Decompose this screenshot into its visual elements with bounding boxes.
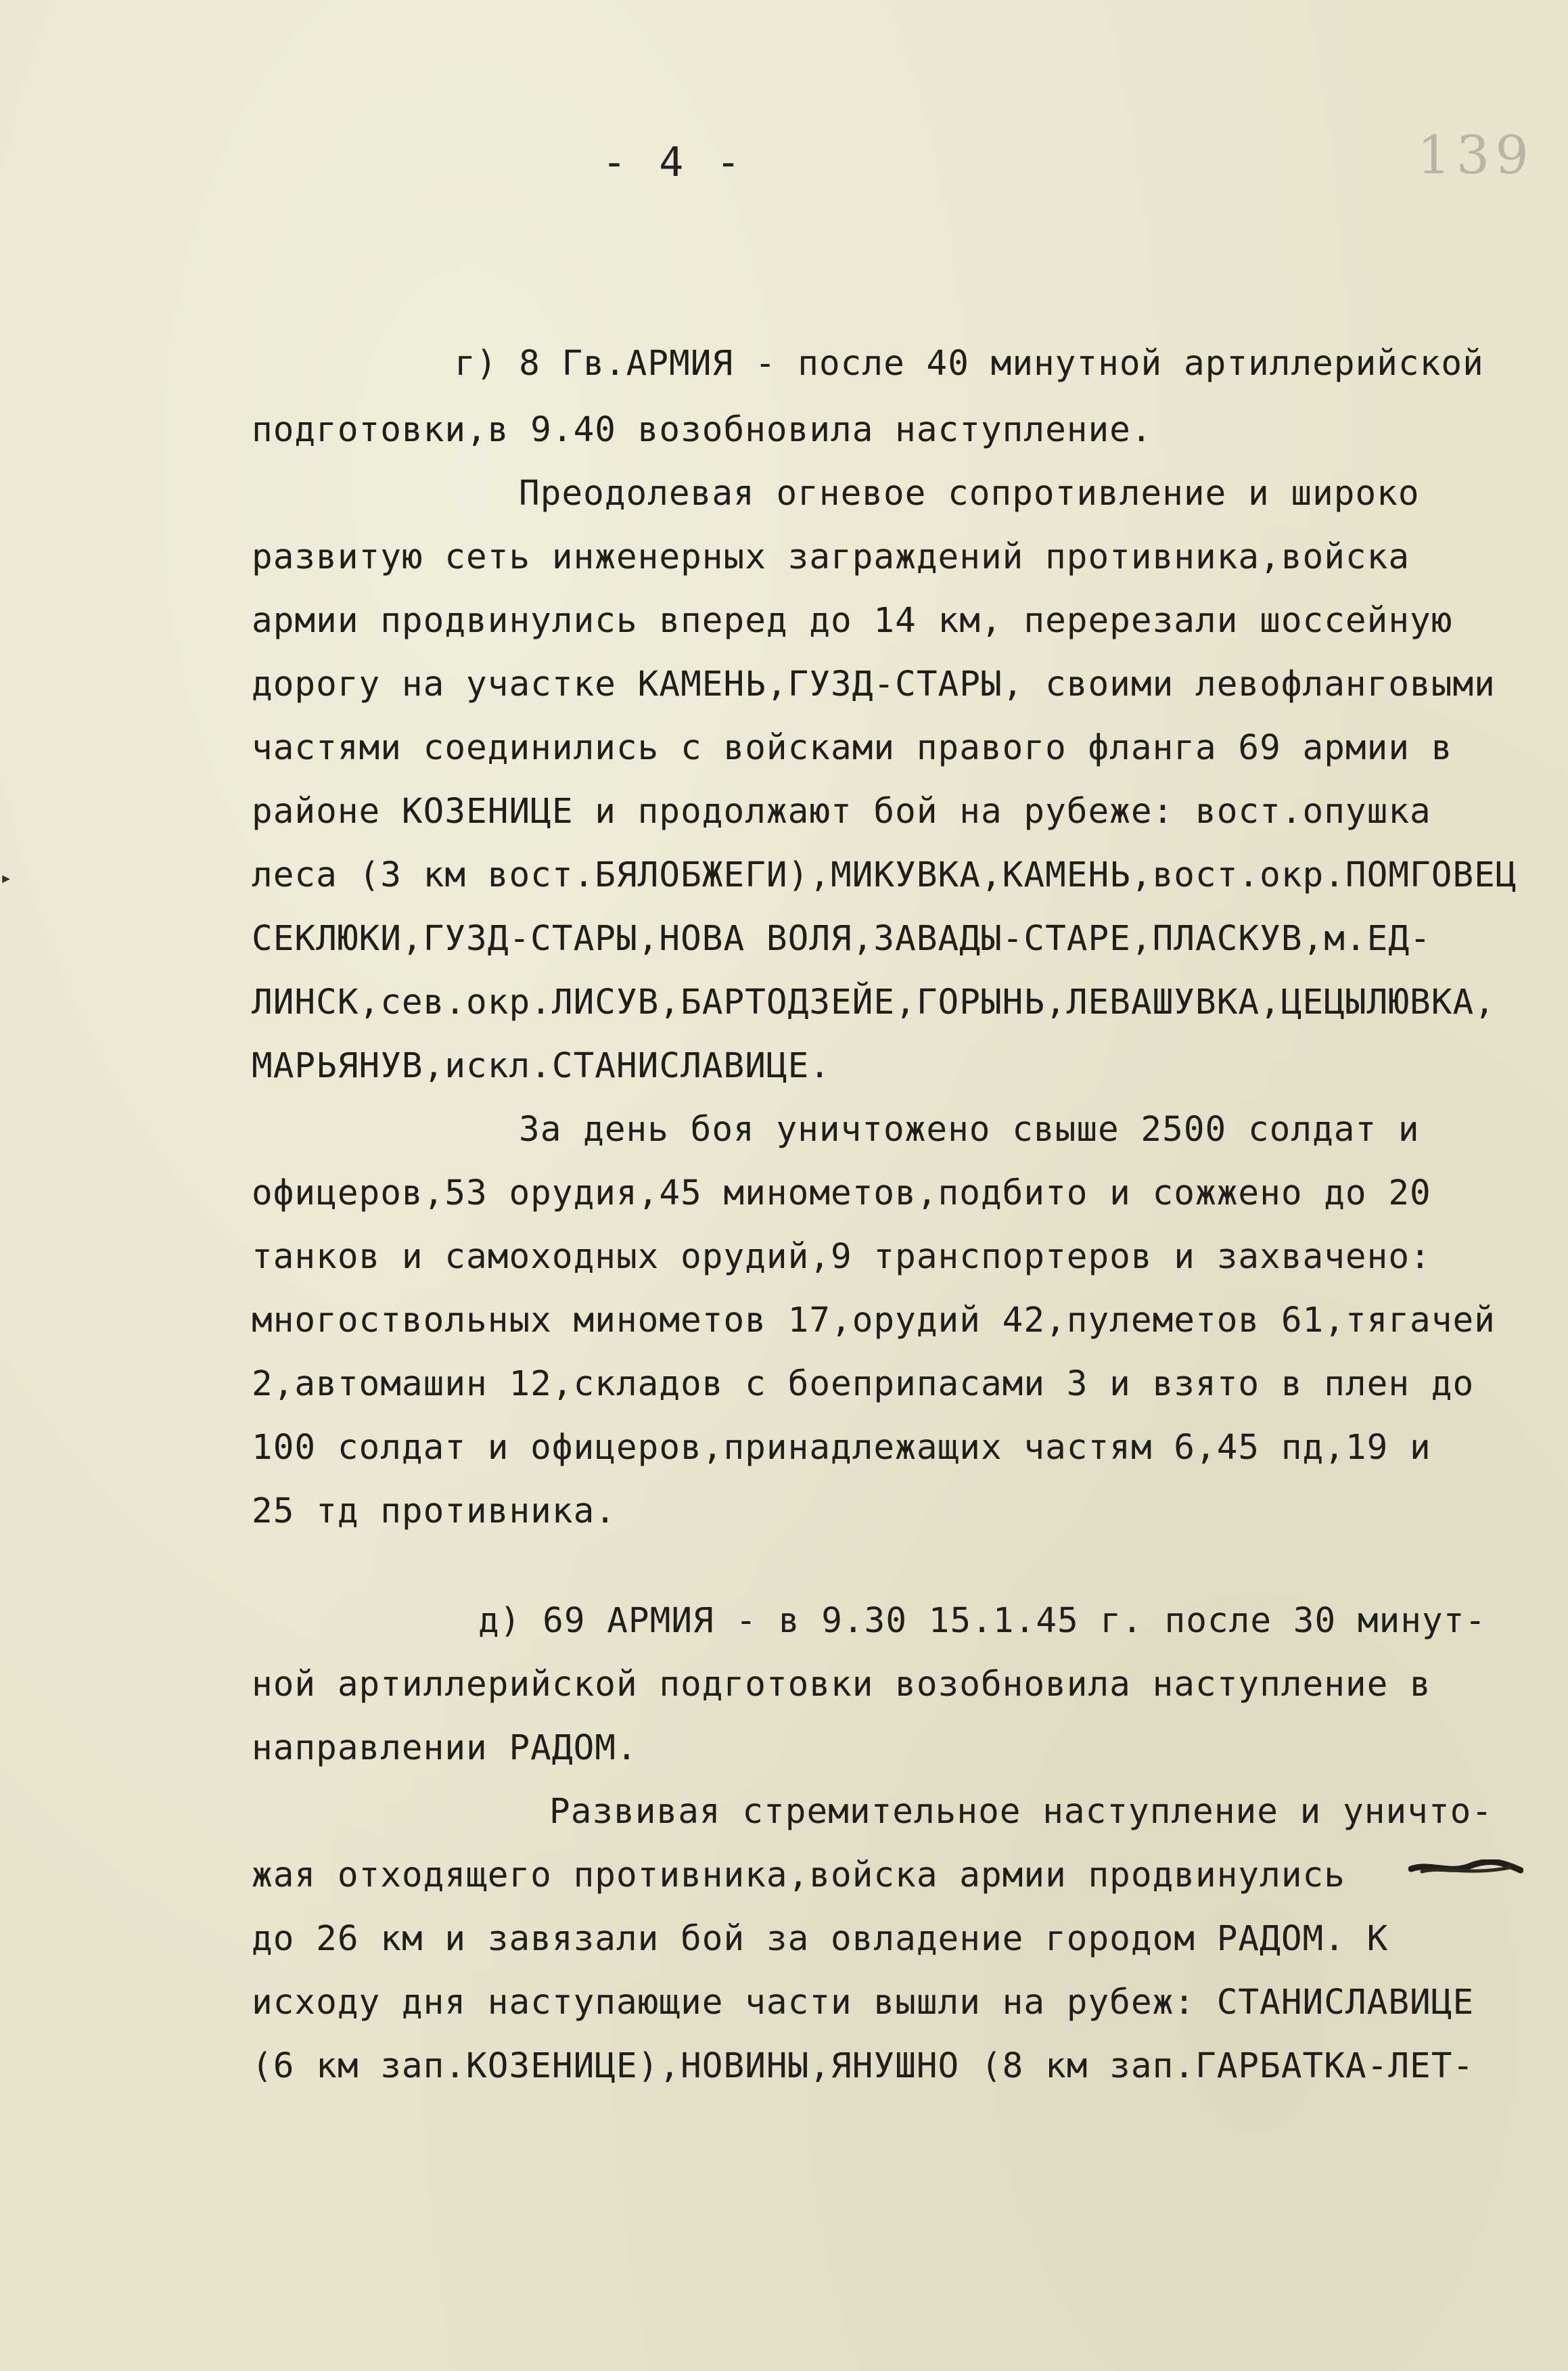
text-line: исходу дня наступающие части вышли на рубеж: СТАНИСЛАВИЦЕ	[252, 1983, 1475, 2023]
binding-hole-mark: ▸	[0, 866, 13, 890]
text-line: 2,автомашин 12,складов с боеприпасами 3 и взято в плен до	[252, 1364, 1475, 1404]
text-line: ной артиллерийской подготовки возобновила наступление в	[252, 1665, 1431, 1704]
text-line: леса (3 км вост.БЯЛОБЖЕГИ),МИКУВКА,КАМЕНЬ,вост.окр.ПОМГОВЕЦ	[252, 855, 1517, 895]
text-line: СЕКЛЮКИ,ГУЗД-СТАРЫ,НОВА ВОЛЯ,ЗАВАДЫ-СТАРЕ,ПЛАСКУВ,м.ЕД-	[252, 919, 1431, 959]
text-line: танков и самоходных орудий,9 транспортеров и захвачено:	[252, 1237, 1431, 1277]
text-line: дорогу на участке КАМЕНЬ,ГУЗД-СТАРЫ, своими левофланговыми	[252, 664, 1496, 704]
text-line: За день боя уничтожено свыше 2500 солдат и	[519, 1110, 1420, 1150]
text-line: 25 тд противника.	[252, 1491, 616, 1531]
text-line: ЛИНСК,сев.окр.ЛИСУВ,БАРТОДЗЕЙЕ,ГОРЫНЬ,ЛЕВАШУВКА,ЦЕЦЫЛЮВКА,	[252, 983, 1496, 1022]
ink-strikeout-mark	[1408, 1859, 1523, 1877]
text-line: районе КОЗЕНИЦЕ и продолжают бой на рубеже: вост.опушка	[252, 792, 1431, 832]
text-line: частями соединились с войсками правого фланга 69 армии в	[252, 728, 1453, 768]
text-line: г) 8 Гв.АРМИЯ - после 40 минутной артиллерийской	[455, 344, 1484, 384]
archive-folio-number: 139	[1417, 125, 1534, 186]
text-line: до 26 км и завязали бой за овладение городом РАДОМ. К	[252, 1919, 1389, 1959]
text-line: направлении РАДОМ.	[252, 1728, 638, 1768]
text-line: жая отходящего противника,войска армии продвинулись	[252, 1855, 1345, 1895]
text-line: д) 69 АРМИЯ - в 9.30 15.1.45 г. после 30 минут-	[478, 1601, 1487, 1641]
text-line: армии продвинулись вперед до 14 км, перерезали шоссейную	[252, 601, 1453, 641]
text-line: Преодолевая огневое сопротивление и широко	[519, 474, 1420, 514]
text-line: многоствольных минометов 17,орудий 42,пулеметов 61,тягачей	[252, 1301, 1496, 1340]
text-line: офицеров,53 орудия,45 минометов,подбито и сожжено до 20	[252, 1173, 1431, 1213]
page-number: - 4 -	[602, 139, 745, 186]
text-line: МАРЬЯНУВ,искл.СТАНИСЛАВИЦЕ.	[252, 1046, 831, 1086]
text-line: подготовки,в 9.40 возобновила наступление.	[252, 410, 1153, 450]
text-line: (6 км зап.КОЗЕНИЦЕ),НОВИНЫ,ЯНУШНО (8 км зап.ГАРБАТКА-ЛЕТ-	[252, 2046, 1475, 2086]
text-line: Развивая стремительное наступление и уничто-	[549, 1792, 1494, 1832]
text-line: 100 солдат и офицеров,принадлежащих частям 6,45 пд,19 и	[252, 1428, 1431, 1468]
text-line: развитую сеть инженерных заграждений противника,войска	[252, 537, 1410, 577]
